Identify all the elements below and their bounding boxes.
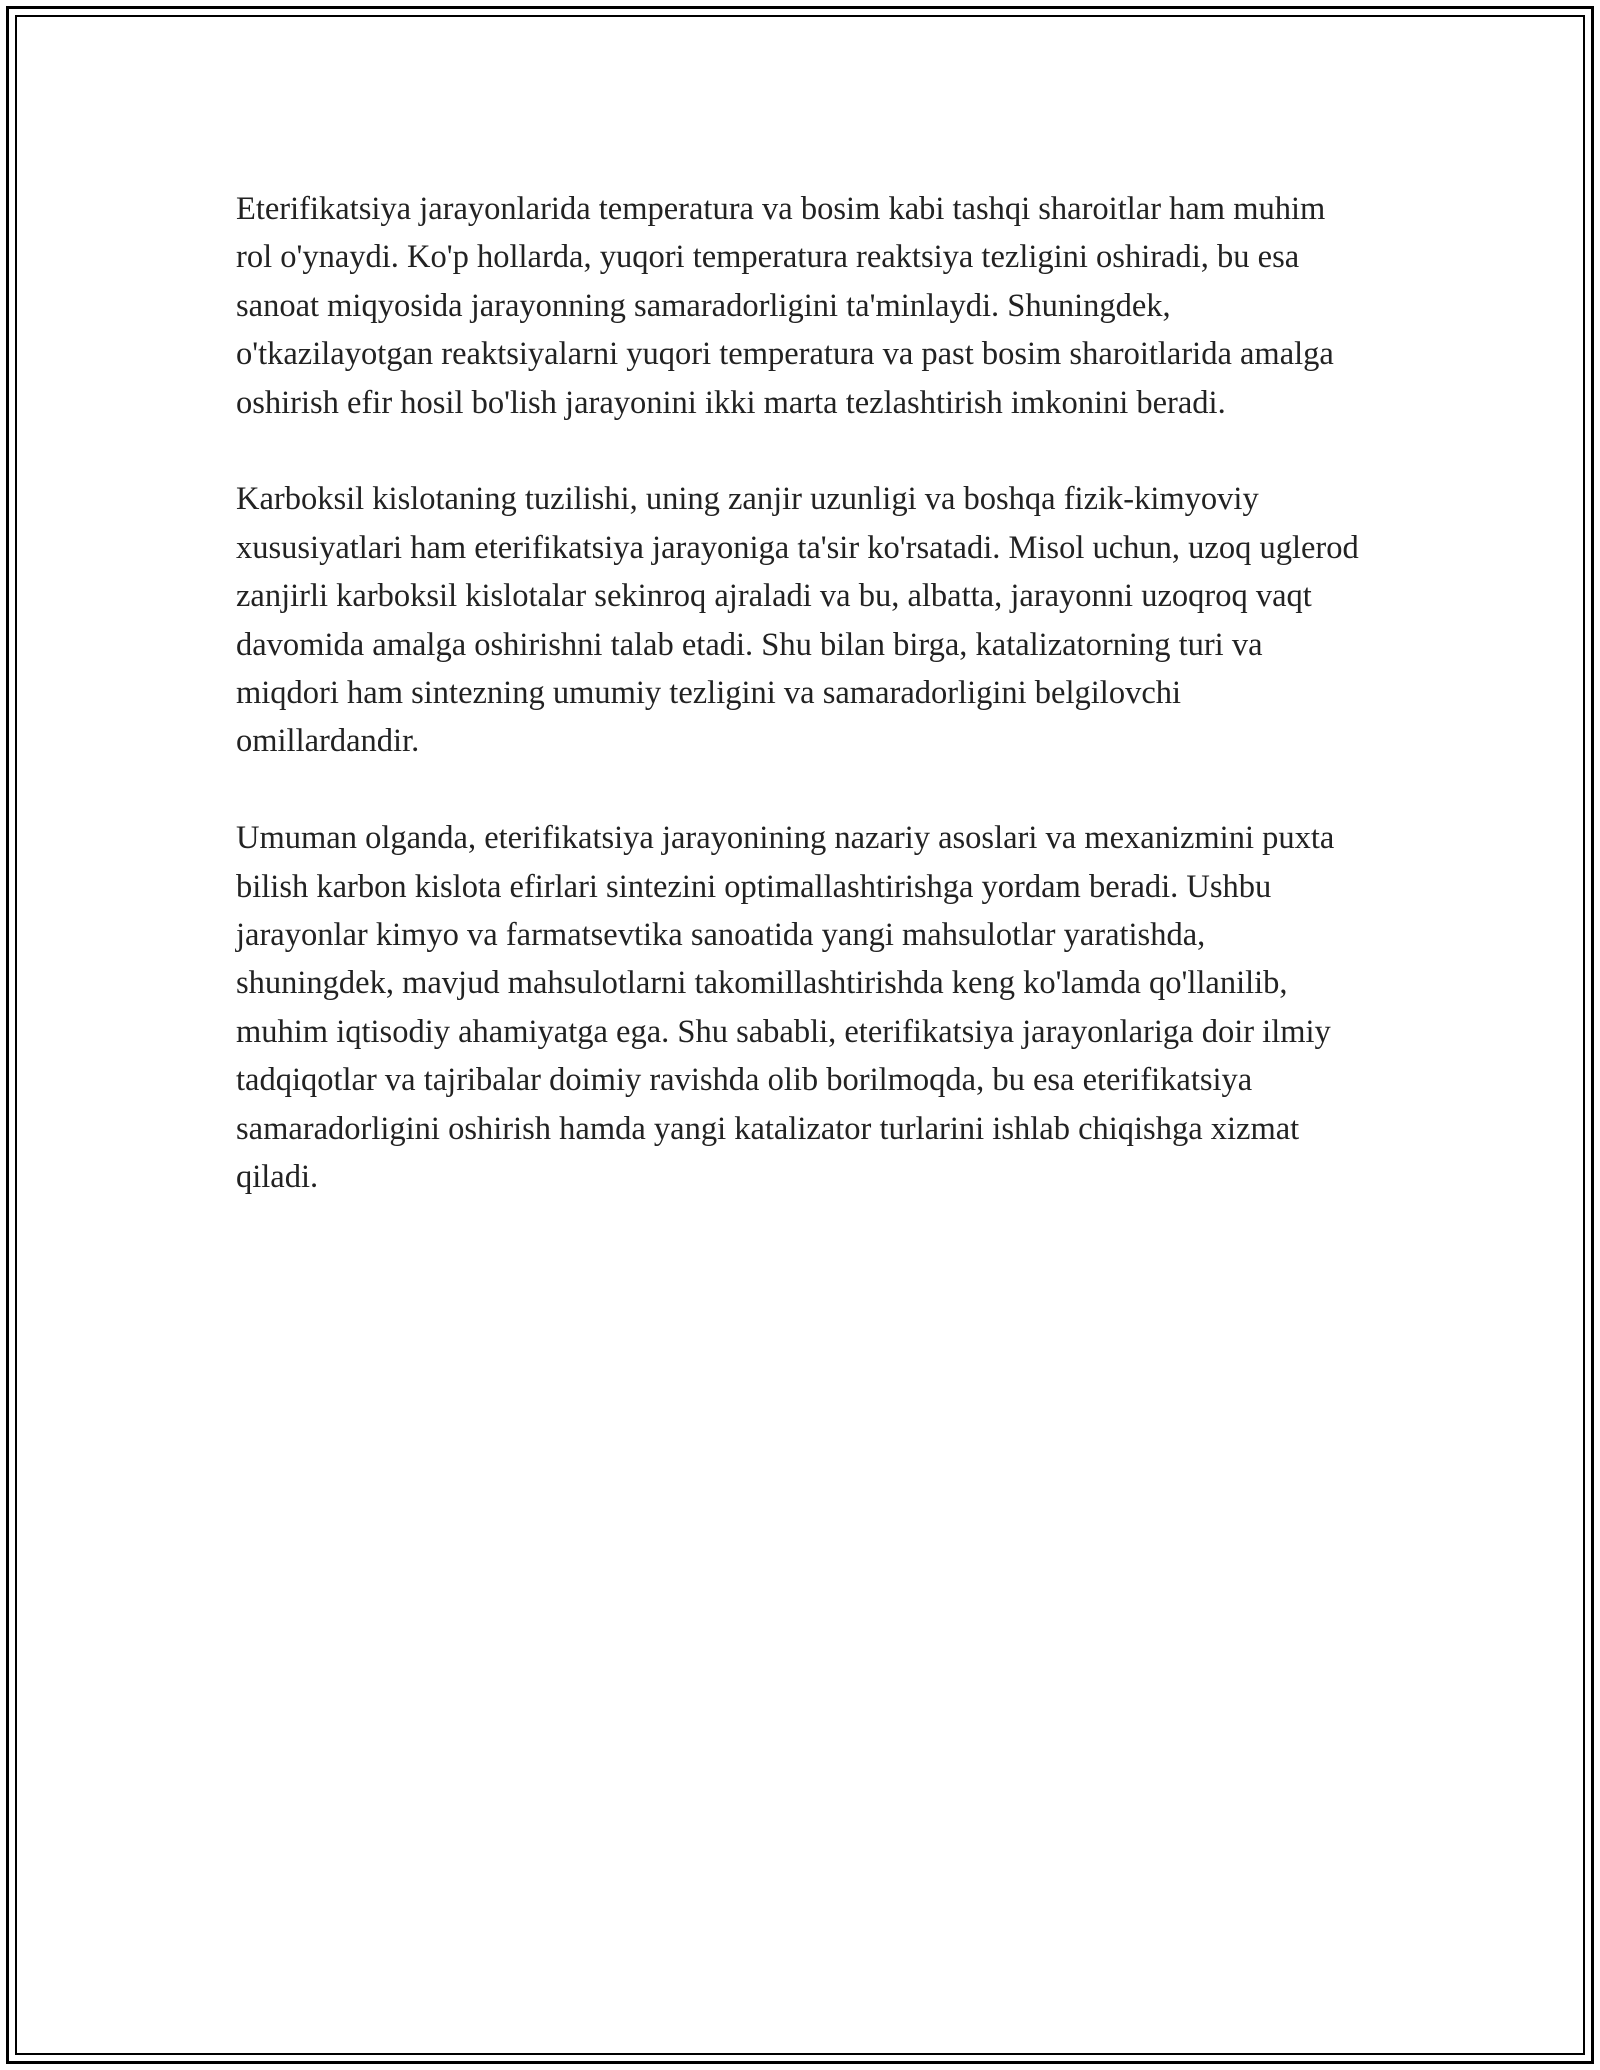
paragraph-conclusion: Umuman olganda, eterifikatsiya jarayonining nazariy asoslari va mexanizmini puxta bilish karbon kislota efirlari sintezini optimallashtirishga yordam beradi. Ushbu jarayonlar kimyo va farmatsevtika sanoatida yangi mahsulotlar yaratishda, shuningdek, mavjud mahsulotlarni takomillashtirishda keng ko'lamda qo'llanilib, muhim iqtisodiy ahamiyatga ega. Shu sababli, eterifikatsiya jarayonlariga doir ilmiy tadqiqotlar va tajribalar doimiy ravishda olib borilmoqda, bu esa eterifikatsiya samaradorligini oshirish hamda yangi katalizator turlarini ishlab chiqishga xizmat qiladi. [236,820,1335,1196]
document-body [236,185,1366,1250]
paragraph-acid-structure: Karboksil kislotaning tuzilishi, uning zanjir uzunligi va boshqa fizik-kimyoviy xususiyatlari ham eterifikatsiya jarayoniga ta'sir ko'rsatadi. Misol uchun, uzoq uglerod zanjirli karboksil kislotalar sekinroq ajraladi va bu, albatta, jarayonni uzoqroq vaqt davomida amalga oshirishni talab etadi. Shu bilan birga, katalizatorning turi va miqdori ham sintezning umumiy tezligini va samaradorligini belgilovchi omillardandir. [236,481,1359,760]
paragraph-conditions: Eterifikatsiya jarayonlarida temperatura va bosim kabi tashqi sharoitlar ham muhim rol o'ynaydi. Ko'p hollarda, yuqori temperatura reaktsiya tezligini oshiradi, bu esa sanoat miqyosida jarayonning samaradorligini ta'minlaydi. Shuningdek, o'tkazilayotgan reaktsiyalarni yuqori temperatura va past bosim sharoitlarida amalga oshirish efir hosil bo'lish jarayonini ikki marta tezlashtirish imkonini beradi. [236,191,1334,421]
